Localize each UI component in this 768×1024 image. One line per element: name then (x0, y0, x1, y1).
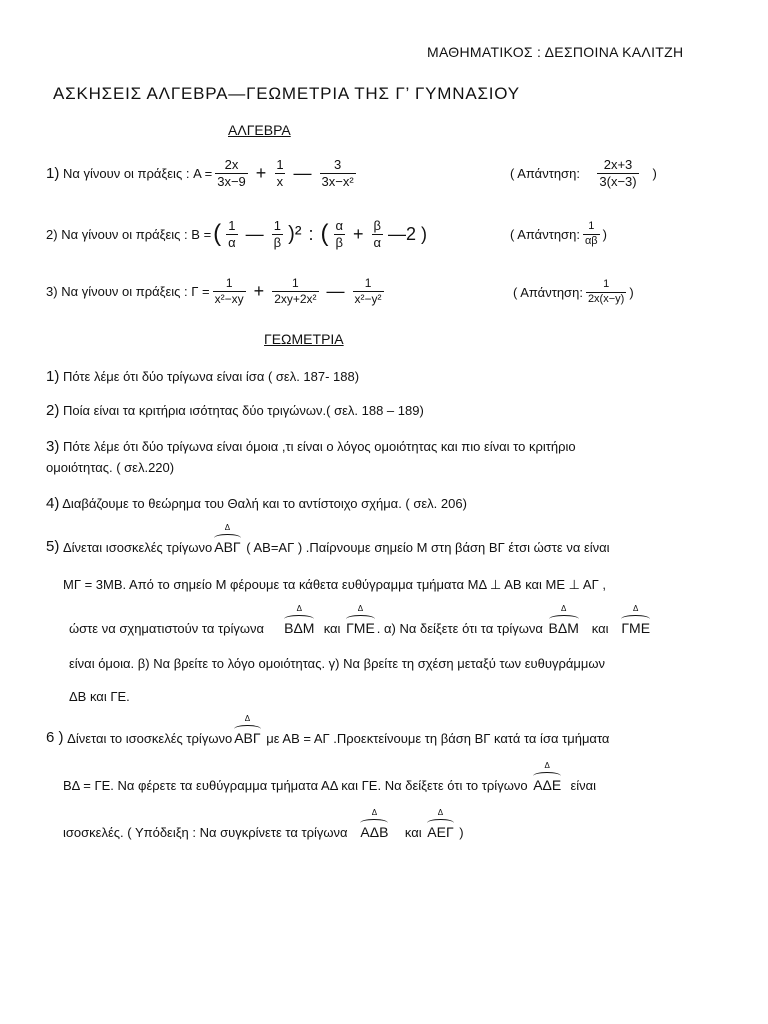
question-text: και (404, 825, 422, 840)
algebra-heading: ΑΛΓΕΒΡΑ (228, 122, 291, 138)
geometry-question-6-line3 (63, 808, 464, 840)
answer-close: ) (602, 226, 607, 242)
answer-2 (510, 214, 607, 254)
question-text: και (591, 621, 609, 636)
question-number: 6 ) (46, 729, 64, 746)
triangle-symbol: Δ ΓΜΕ (346, 604, 375, 636)
question-number: 4) (46, 495, 60, 512)
operator: — (326, 280, 345, 301)
geometry-question-5-line4: είναι όμοια. β) Να βρείτε το λόγο ομοιότητας. γ) Να βρείτε τη σχέση μεταξύ των ευθυγράμμων (69, 656, 606, 671)
question-text: ισοσκελές. ( Υπόδειξη : Να συγκρίνετε τα τρίγωνα (63, 825, 348, 840)
answer-fraction: $\frac{1}{2x(x-y)}$ (587, 277, 625, 305)
page-title: ΑΣΚΗΣΕΙΣ ΑΛΓΕΒΡΑ—ΓΕΩΜΕΤΡΙΑ ΤΗΣ Γ’ ΓΥΜΝΑΣΙΟΥ (53, 84, 520, 103)
operator: + (353, 223, 364, 244)
paren: ( (213, 220, 222, 247)
triangle-symbol: Δ ΑΕΓ (427, 808, 454, 840)
exercise-number: 3) (46, 283, 58, 299)
algebra-exercise-2 (46, 212, 429, 256)
answer-3 (513, 272, 634, 312)
answer-label: ( Απάντηση: (513, 284, 583, 300)
triangle-symbol: Δ ΑΒΓ (214, 523, 241, 555)
operator: — (245, 223, 264, 244)
triangle-symbol: Δ ΑΔΕ (533, 761, 562, 793)
answer-close: ) (652, 165, 657, 181)
answer-fraction: $\frac{2x+3}{3(x-3)}$ (599, 156, 637, 189)
triangle-symbol: Δ ΑΔΒ (360, 808, 389, 840)
exercise-number: 1) (46, 164, 60, 182)
geometry-question-3-line2: ομοιότητας. ( σελ.220) (46, 460, 175, 475)
fraction: $\frac{1}{\beta}$ (273, 217, 282, 250)
answer-close: ) (629, 284, 634, 300)
expression-lhs: Α = (193, 165, 213, 181)
fraction: $\frac{1}{x}$ (276, 156, 284, 189)
operator: — (293, 162, 312, 183)
exercise-number: 2) (46, 226, 58, 242)
question-text: ΒΔ = ΓΕ. Να φέρετε τα ευθύγραμμα τμήματα ΑΔ και ΓΕ. Να δείξετε ότι το τρίγωνο (63, 778, 528, 793)
geometry-question-6-line2 (63, 761, 597, 793)
operator: : (308, 223, 314, 244)
answer-label: ( Απάντηση: (510, 165, 580, 181)
author-header: ΜΑΘΗΜΑΤΙΚΟΣ : ΔΕΣΠΟΙΝΑ ΚΑΛΙΤΖΗ (427, 44, 684, 60)
exercise-instruction: Να γίνουν οι πράξεις : (61, 226, 188, 242)
fraction: $\frac{\beta}{\alpha}$ (373, 217, 382, 250)
question-text: με ΑΒ = ΑΓ .Προεκτείνουμε τη βάση ΒΓ κατά τα ίσα τμήματα (266, 731, 610, 746)
tail: —2 ) (388, 223, 428, 244)
question-number: 3) (46, 438, 60, 455)
fraction: $\frac{1}{\text{2xy+2x²}}$ (274, 275, 317, 306)
geometry-question-3 (46, 438, 576, 455)
algebra-exercise-1 (46, 152, 359, 194)
question-text: Δίνεται το ισοσκελές τρίγωνο (67, 731, 233, 746)
triangle-symbol: Δ ΒΔΜ (284, 604, 315, 636)
fraction: $\frac{3}{\text{3x−x²}}$ (321, 156, 354, 189)
paren: ( (320, 220, 329, 247)
operator: + (255, 162, 267, 183)
geometry-question-5-line2: ΜΓ = 3ΜΒ. Από το σημείο Μ φέρουμε τα κάθετα ευθύγραμμα τμήματα ΜΔ ⊥ ΑΒ και ΜΕ ⊥ ΑΓ , (63, 577, 606, 592)
fraction: $\frac{1}{\alpha}$ (228, 217, 236, 250)
exercise-instruction: Να γίνουν οι πράξεις : (61, 283, 188, 299)
fraction: $\frac{1}{\text{x²−y²}}$ (354, 275, 382, 306)
question-text: Ποία είναι τα κριτήρια ισότητας δύο τριγώνων.( σελ. 188 – 189) (62, 403, 424, 418)
question-text: . α) Να δείξετε ότι τα τρίγωνα (376, 621, 543, 636)
answer-label: ( Απάντηση: (510, 226, 580, 242)
expression-lhs: Β = (191, 226, 212, 242)
question-text: είναι (570, 778, 597, 793)
question-text: Πότε λέμε ότι δύο τρίγωνα είναι όμοια ,τι είναι ο λόγος ομοιότητας και πιο είναι το κριτήριο (62, 439, 576, 454)
triangle-symbol: Δ ΓΜΕ (621, 604, 651, 636)
answer-1 (510, 152, 657, 194)
triangle-symbol: Δ ΒΔΜ (548, 604, 579, 636)
question-number: 1) (46, 368, 60, 385)
question-text: ( ΑΒ=ΑΓ ) .Παίρνουμε σημείο Μ στη βάση ΒΓ έτσι ώστε να είναι (246, 540, 610, 555)
geometry-question-5 (46, 523, 610, 555)
question-number: 5) (46, 538, 60, 555)
geometry-question-1 (46, 368, 359, 385)
question-number: 2) (46, 402, 60, 419)
fraction: $\frac{2x}{3x-9}$ (217, 156, 246, 189)
fraction: $\frac{\alpha}{\beta}$ (335, 217, 344, 250)
geometry-question-4 (46, 495, 467, 512)
geometry-question-2 (46, 402, 424, 419)
question-text: ) (459, 825, 464, 840)
question-text: και (323, 621, 341, 636)
geometry-question-5-line5: ΔΒ και ΓΕ. (69, 689, 130, 704)
geometry-heading: ΓΕΩΜΕΤΡΙΑ (264, 331, 344, 347)
question-text: Πότε λέμε ότι δύο τρίγωνα είναι ίσα ( σελ. 187- 188) (62, 369, 360, 384)
question-text: Δίνεται ισοσκελές τρίγωνο (62, 540, 213, 555)
geometry-question-6 (46, 714, 610, 746)
operator: + (253, 280, 265, 301)
fraction: $\frac{1}{\text{x²−xy}}$ (214, 275, 244, 306)
algebra-exercise-3 (46, 270, 387, 312)
paren-squared: )² (288, 222, 302, 245)
question-text: Διαβάζουμε το θεώρημα του Θαλή και το αντίστοιχο σχήμα. ( σελ. 206) (62, 496, 467, 511)
triangle-symbol: Δ ΑΒΓ (234, 714, 261, 746)
question-text: ώστε να σχηματιστούν τα τρίγωνα (69, 621, 265, 636)
exercise-instruction: Να γίνουν οι πράξεις : (62, 165, 190, 181)
geometry-question-5-line3 (69, 604, 652, 636)
expression-lhs: Γ = (191, 283, 210, 299)
answer-fraction: $\frac{1}{\alpha\beta}$ (584, 219, 598, 247)
